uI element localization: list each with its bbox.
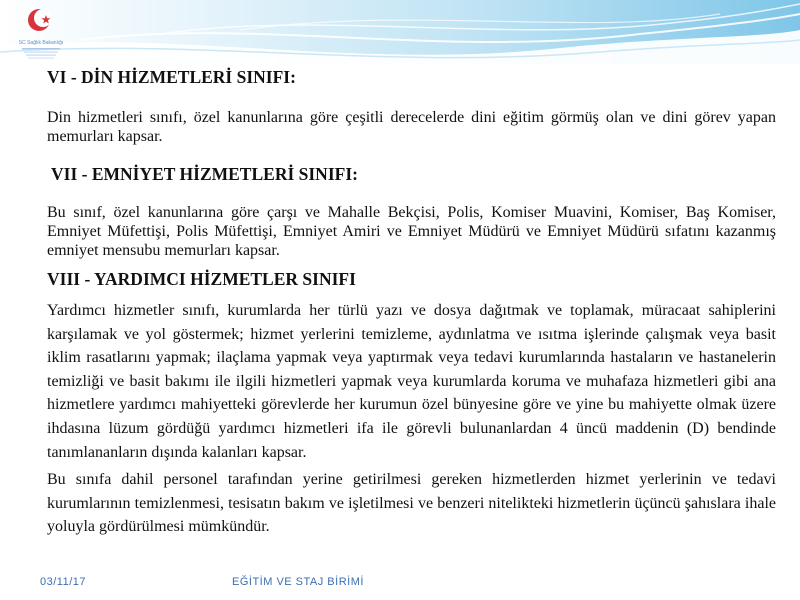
section-heading: VI - DİN HİZMETLERİ SINIFI: — [47, 67, 296, 87]
section-heading: VII - EMNİYET HİZMETLERİ SINIFI: — [51, 164, 358, 184]
footer-center-text: EĞİTİM VE STAJ BİRİMİ — [232, 576, 364, 588]
section-din-hizmetleri — [47, 66, 776, 146]
section-paragraph: Yardımcı hizmetler sınıfı, kurumlarda her türlü yazı ve dosya dağıtmak ve toplamak, müracaat sahiplerini karşılamak ve yol göstermek; hizmet yerlerini temizleme, aydınlatma ve ısıtma işlerinde çalışmak veya basit iklim rasatlarını yapmak; ilaçlama yapmak veya yaptırmak veya tedavi kurumlarında hastaların ve hastanelerin temizliği ve basit bakımı ile ilgili hizmetleri yapmak veya kurumlarda koruma ve muhafaza hizmetleri gibi ana hizmetlere yardımcı mahiyetteki görevlerde her kurumun özel bünyesine göre ve yine bu mahiyette olmak üzere ihdasına lüzum gördüğü yardımcı hizmetleri ifa ile görevli bulunanlardan 4 üncü maddenin (D) bendinde tanımlananların dışında kalanları kapsar. — [47, 302, 776, 461]
section-emniyet-hizmetleri — [47, 163, 776, 260]
section-yardimci-hizmetler — [47, 268, 776, 539]
logo-text: SC Sağlık Bakanlığı — [18, 40, 64, 46]
section-paragraph: Din hizmetleri sınıfı, özel kanunlarına göre çeşitli derecelerde dini eğitim görmüş olan ve dini görev yapan memurları kapsar. — [47, 109, 776, 145]
crescent-star-icon — [28, 9, 52, 31]
section-paragraph: Bu sınıf, özel kanunlarına göre çarşı ve Mahalle Bekçisi, Polis, Komiser Muavini, Komiser, Baş Komiser, Emniyet Müfettişi, Polis Müfettişi, Emniyet Amiri ve Emniyet Müdürü ve Emniyet Müdürü sıfatını kazanmış emniyet mensubu memurları kapsar. — [47, 204, 776, 259]
footer-date: 03/11/17 — [40, 576, 87, 588]
slide-content — [47, 66, 776, 539]
section-heading: VIII - YARDIMCI HİZMETLER SINIFI — [47, 269, 356, 289]
ministry-logo — [6, 4, 76, 62]
header-wave-band — [0, 0, 800, 64]
section-paragraph: Bu sınıfa dahil personel tarafından yerine getirilmesi gereken hizmetlerden hizmet yerlerinin ve tedavi kurumlarının temizlenmesi, tesisatın bakım ve işletilmesi ve benzeri nitelikteki hizmetlerin üçüncü şahıslara ihale yoluyla gördürülmesi mümkündür. — [47, 471, 776, 536]
